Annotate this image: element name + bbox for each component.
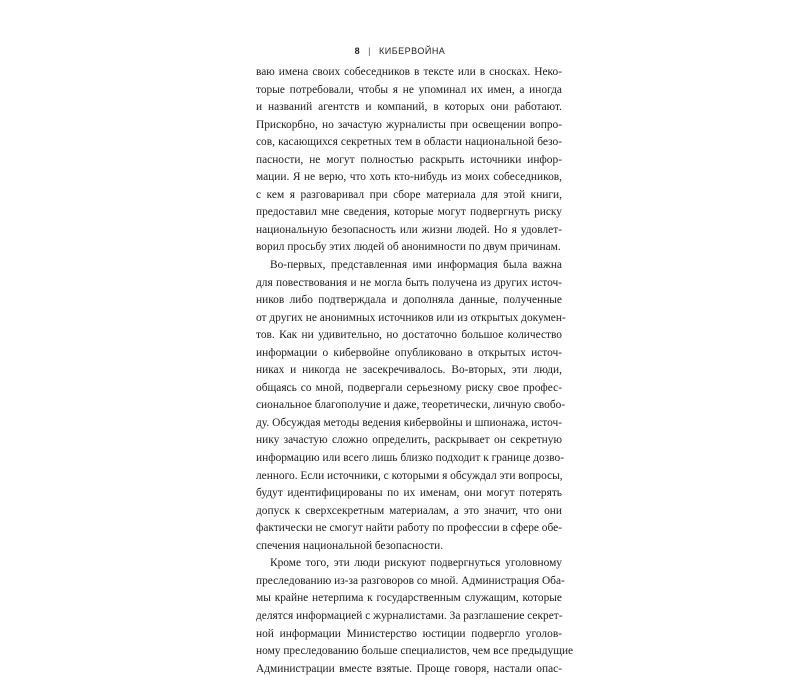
text-line: для повествования и не могла быть получена из других источ- <box>256 276 562 289</box>
text-line: информации о кибервойне опубликовано в открытых источ- <box>256 346 562 359</box>
text-line: предоставил мне сведения, которые могут подвергнуть риску <box>256 206 562 219</box>
text-line: ленного. Если источники, с которыми я обсуждал эти вопросы, <box>256 469 563 482</box>
text-line: информацию или всего лишь близко подходит к границе дозво- <box>256 452 565 465</box>
book-title: КИБЕРВОЙНА <box>379 46 446 56</box>
text-line: и названий агентств и компаний, в которых они работают. <box>256 101 562 114</box>
text-line: ной информации Министерство юстиции подвергло уголов- <box>256 627 562 640</box>
text-line: торые потребовали, чтобы я не упоминал их имен, а иногда <box>256 83 562 96</box>
body-text <box>256 64 574 678</box>
text-line: мы крайне нетерпима к государственным служащим, которые <box>256 592 562 605</box>
text-line: Администрации вместе взятые. Проще говоря, настали опас- <box>256 662 562 675</box>
text-line: Кроме того, эти люди рискуют подвергнуться уголовному <box>270 557 562 570</box>
text-line: делятся информацией с журналистами. За разглашение секрет- <box>256 609 563 622</box>
text-line: фактически не смогут найти работу по профессии в сфере обе- <box>256 522 562 535</box>
text-line: общаясь со мной, подвергали серьезному риску свое профес- <box>256 381 562 394</box>
text-line: Во-первых, представленная ими информация была важна <box>270 259 562 272</box>
text-line: допуск к сверхсекретным материалам, а это значит, что они <box>256 504 562 517</box>
text-line: будут идентифицированы по их именам, они могут потерять <box>256 487 562 500</box>
text-line: пасности, не могут полностью раскрыть источники инфор- <box>256 153 562 166</box>
header-separator: | <box>368 46 372 56</box>
text-line: никах и никогда не засекречивалось. Во-вторых, эти люди, <box>256 364 562 377</box>
text-line: сиональное благополучие и даже, теоретически, личную свобо- <box>256 399 566 412</box>
text-line: нику зачастую сложно определить, раскрывает он секретную <box>256 434 562 447</box>
text-line: от других не анонимных источников или из открытых докумен- <box>256 311 566 324</box>
text-line: национальную безопасность или жизни людей. Но я удовлет- <box>256 223 562 236</box>
running-head <box>0 46 800 56</box>
text-line: спечения национальной безопасности. <box>256 539 444 552</box>
text-line: с кем я разговаривал при сборе материала для этой книги, <box>256 188 562 201</box>
page-number: 8 <box>354 46 361 56</box>
text-line: ду. Обсуждая методы ведения кибервойны и шпионажа, источ- <box>256 416 562 429</box>
text-line: Прискорбно, но зачастую журналисты при освещении вопро- <box>256 118 562 131</box>
text-line: тов. Как ни удивительно, но достаточно большое количество <box>256 329 562 342</box>
text-line: мации. Я не верю, что хоть кто-нибудь из моих собеседников, <box>256 171 562 184</box>
text-line: ному преследованию больше специалистов, чем все предыдущие <box>256 645 574 658</box>
text-line: сов, касающихся секретных тем в области национальной безо- <box>256 136 562 149</box>
text-line: ников либо подтверждала и дополняла данные, полученные <box>256 294 562 307</box>
text-line: преследованию из-за разговоров со мной. Администрация Оба- <box>256 574 565 587</box>
text-line: ваю имена своих собеседников в тексте или в сносках. Неко- <box>256 66 562 78</box>
text-line: ворил просьбу этих людей об анонимности по двум причинам. <box>256 241 561 254</box>
